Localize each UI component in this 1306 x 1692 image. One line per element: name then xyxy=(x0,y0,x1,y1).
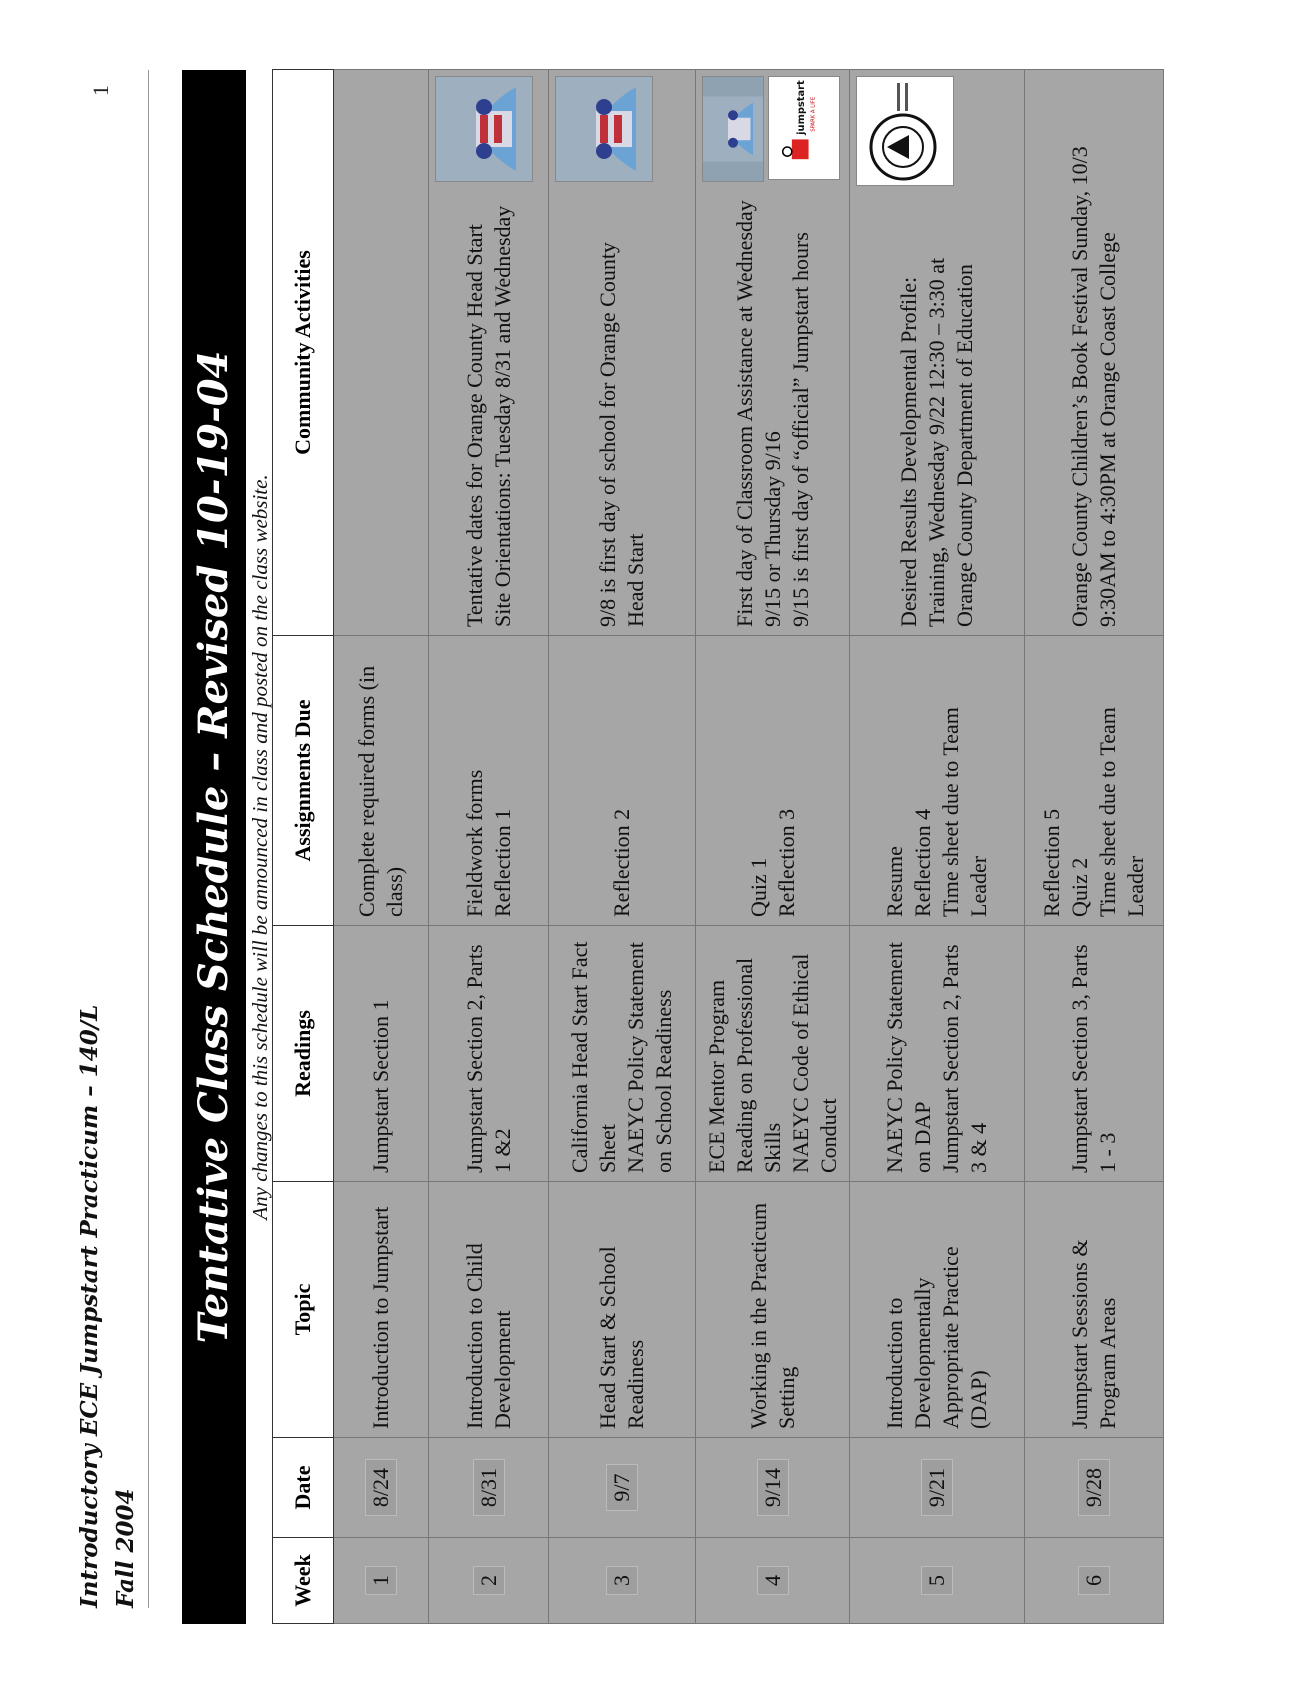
community-cell xyxy=(549,70,696,636)
community-text: Desired Results Developmental Profile: Training, Wednesday 9/22 12:30 – 3:30 at Orange County Department of Education xyxy=(896,257,977,627)
week-cell xyxy=(429,1538,549,1624)
community-text: 9/8 is first day of school for Orange County Head Start xyxy=(595,242,648,627)
table-row xyxy=(1025,70,1164,1624)
date-value: 8/31 xyxy=(473,1459,505,1516)
orange-county-seal xyxy=(856,76,954,186)
schedule-title: Tentative Class Schedule – Revised 10-19-04 xyxy=(182,70,246,1624)
page-number: 1 xyxy=(88,85,113,96)
table-header-row xyxy=(273,70,334,1624)
assignments-cell: Reflection 5 Quiz 2 Time sheet due to Team Leader xyxy=(1025,636,1164,926)
date-cell xyxy=(429,1438,549,1538)
readings-cell: Jumpstart Section 2, Parts 1 &2 xyxy=(429,926,549,1182)
community-text: Orange County Children’s Book Festival Sunday, 10/3 9:30AM to 4:30PM at Orange Coast College xyxy=(1067,146,1120,627)
topic-cell: Introduction to Child Development xyxy=(429,1182,549,1438)
week-cell xyxy=(1025,1538,1164,1624)
schedule-note: Any changes to this schedule will be announced in class and posted on the class website. xyxy=(248,474,272,1220)
col-header-community: Community Activities xyxy=(273,70,334,636)
week-value: 1 xyxy=(365,1566,397,1595)
head-start-logo xyxy=(435,76,533,182)
table-row xyxy=(850,70,1025,1624)
col-header-date: Date xyxy=(273,1438,334,1538)
readings-cell: Jumpstart Section 1 xyxy=(334,926,429,1182)
course-title: Introductory ECE Jumpstart Practicum – 140/L xyxy=(76,1004,103,1608)
col-header-assignments: Assignments Due xyxy=(273,636,334,926)
page-header xyxy=(0,0,150,1692)
topic-cell: Head Start & School Readiness xyxy=(549,1182,696,1438)
week-value: 6 xyxy=(1078,1566,1110,1595)
table-row xyxy=(696,70,850,1624)
week-cell xyxy=(549,1538,696,1624)
assignments-cell: Complete required forms (in class) xyxy=(334,636,429,926)
assignments-cell: Resume Reflection 4 Time sheet due to Team Leader xyxy=(850,636,1025,926)
week-cell xyxy=(334,1538,429,1624)
readings-cell: Jumpstart Section 3, Parts 1 - 3 xyxy=(1025,926,1164,1182)
date-value: 9/7 xyxy=(606,1464,638,1510)
community-cell xyxy=(696,70,850,636)
assignments-cell: Reflection 2 xyxy=(549,636,696,926)
col-header-week: Week xyxy=(273,1538,334,1624)
week-cell xyxy=(850,1538,1025,1624)
date-value: 9/21 xyxy=(921,1459,953,1516)
table-row xyxy=(429,70,549,1624)
table-row xyxy=(549,70,696,1624)
community-text: Tentative dates for Orange County Head Start Site Orientations: Tuesday 8/31 and Wednesday xyxy=(461,205,515,627)
jumpstart-tagline: SPARK A LIFE xyxy=(810,96,817,132)
date-cell xyxy=(1025,1438,1164,1538)
assignments-cell: Quiz 1 Reflection 3 xyxy=(696,636,850,926)
head-start-logo xyxy=(555,76,653,182)
date-cell xyxy=(334,1438,429,1538)
schedule-table xyxy=(272,69,1164,1624)
date-value: 8/24 xyxy=(365,1459,397,1516)
week-cell xyxy=(696,1538,850,1624)
topic-cell: Introduction to Jumpstart xyxy=(334,1182,429,1438)
assignments-cell: Fieldwork forms Reflection 1 xyxy=(429,636,549,926)
head-start-logo xyxy=(702,76,764,182)
readings-cell: California Head Start Fact Sheet NAEYC Policy Statement on School Readiness xyxy=(549,926,696,1182)
community-cell xyxy=(334,70,429,636)
week-value: 2 xyxy=(473,1566,505,1595)
date-value: 9/14 xyxy=(757,1459,789,1516)
jumpstart-logo xyxy=(768,76,840,180)
community-cell xyxy=(1025,70,1164,636)
topic-cell: Jumpstart Sessions & Program Areas xyxy=(1025,1182,1164,1438)
week-value: 4 xyxy=(757,1566,789,1595)
topic-cell: Working in the Practicum Setting xyxy=(696,1182,850,1438)
table-row xyxy=(334,70,429,1624)
week-value: 3 xyxy=(606,1566,638,1595)
community-cell xyxy=(429,70,549,636)
week-value: 5 xyxy=(921,1566,953,1595)
community-text: First day of Classroom Assistance at Wednesday 9/15 or Thursday 9/16 9/15 is first day of “official” Jumpstart hours xyxy=(731,200,813,627)
col-header-readings: Readings xyxy=(273,926,334,1182)
header-rule xyxy=(148,70,149,1608)
date-value: 9/28 xyxy=(1078,1459,1110,1516)
date-cell xyxy=(549,1438,696,1538)
date-cell xyxy=(850,1438,1025,1538)
topic-cell: Introduction to Developmentally Appropriate Practice (DAP) xyxy=(850,1182,1025,1438)
term-label: Fall 2004 xyxy=(112,1488,139,1608)
community-cell xyxy=(850,70,1025,636)
readings-cell: ECE Mentor Program Reading on Professional Skills NAEYC Code of Ethical Conduct xyxy=(696,926,850,1182)
readings-cell: NAEYC Policy Statement on DAP Jumpstart Section 2, Parts 3 & 4 xyxy=(850,926,1025,1182)
date-cell xyxy=(696,1438,850,1538)
col-header-topic: Topic xyxy=(273,1182,334,1438)
jumpstart-wordmark: jumpstart xyxy=(796,80,807,135)
